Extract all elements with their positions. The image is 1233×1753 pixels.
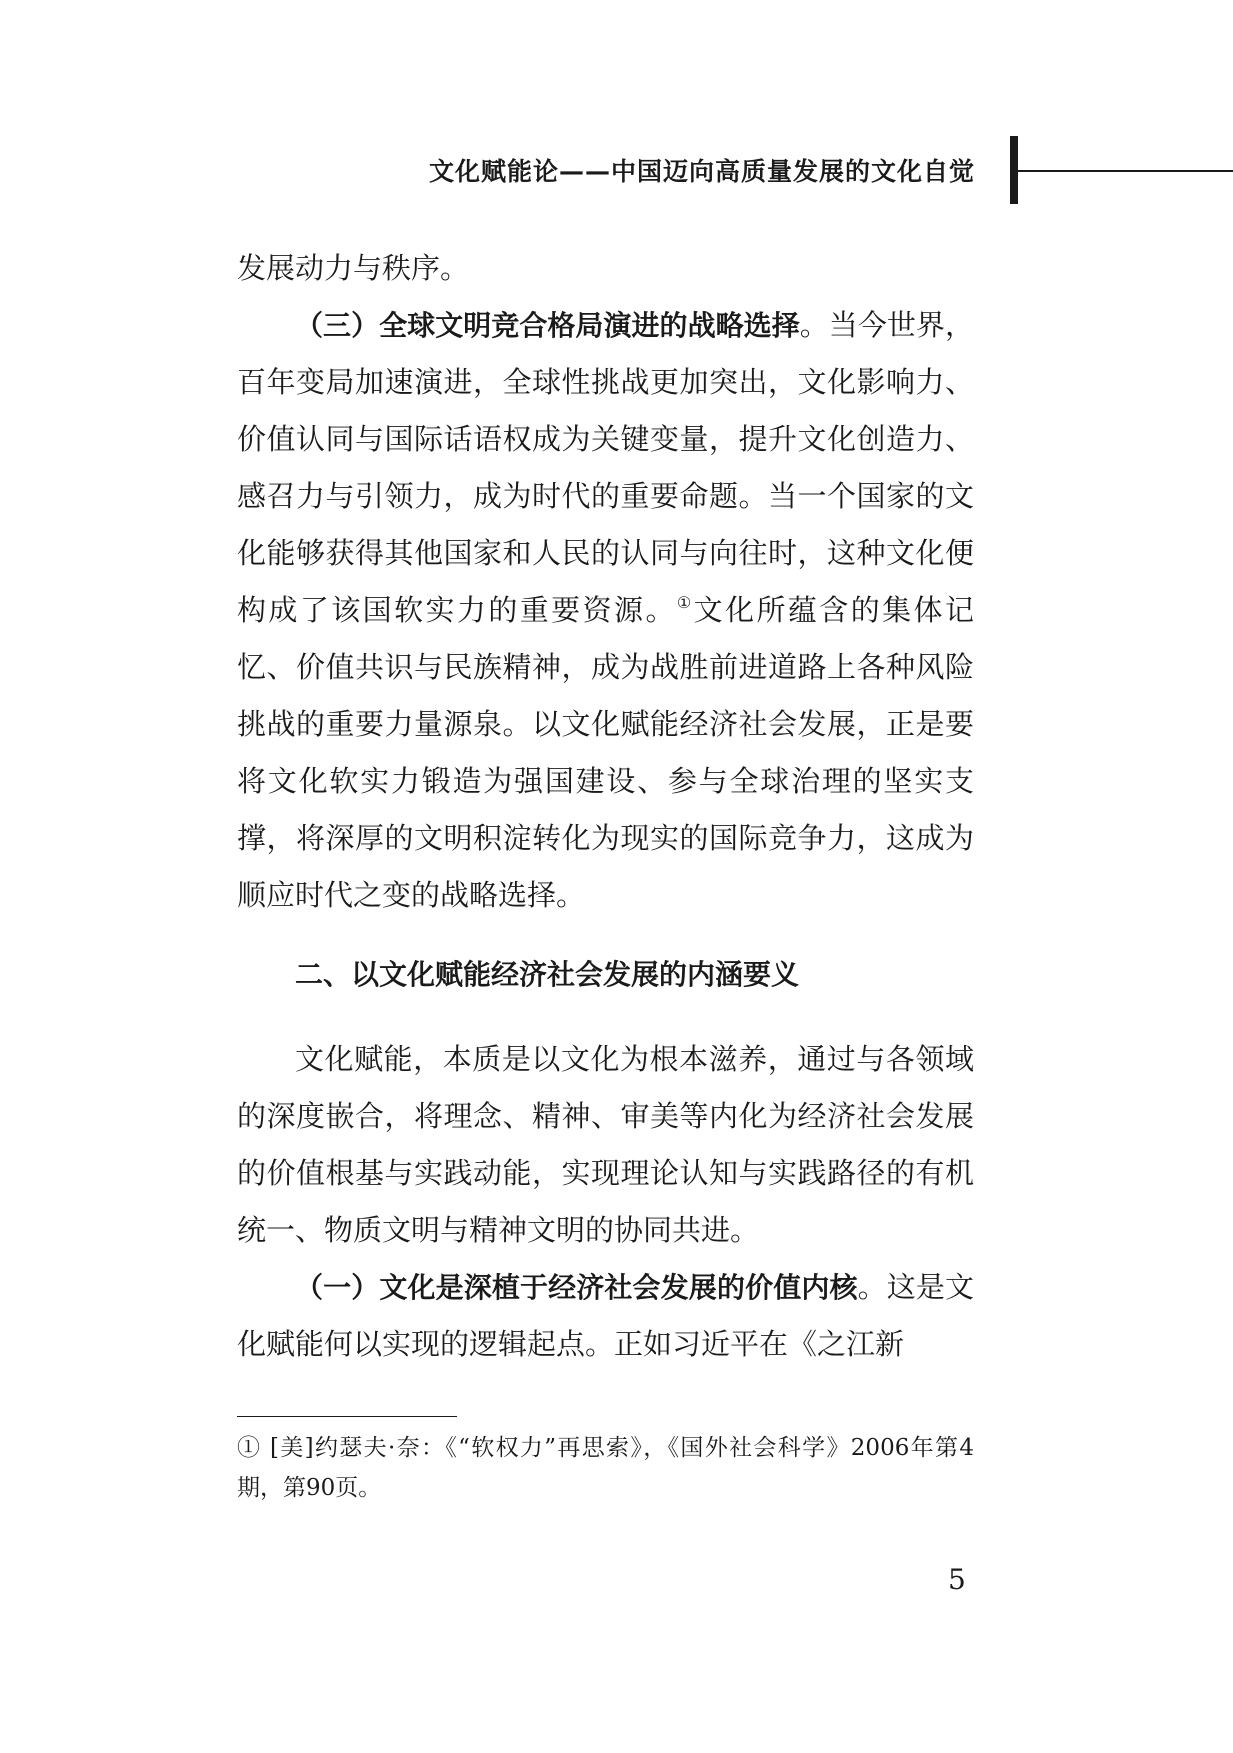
section-heading: 二、以文化赋能经济社会发展的内涵要义	[295, 958, 800, 991]
running-head	[0, 128, 1233, 208]
paragraph-text: 。当今世界，百年变局加速演进，全球性挑战更加突出，文化影响力、价值认同与国际话语权成为关键变量，提升文化创造力、感召力与引领力，成为时代的重要命题。当一个国家的文化能够获得其他国家和人民的认同与向往时，这种文化便构成了该国软实力的重要资源。	[237, 308, 974, 627]
page-number: 5	[948, 1563, 966, 1596]
header-vertical-bar	[1010, 136, 1018, 204]
paragraph-text: 文化所蕴含的集体记忆、价值共识与民族精神，成为战胜前进道路上各种风险挑战的重要力量源泉。以文化赋能经济社会发展，正是要将文化软实力锻造为强国建设、参与全球治理的坚实支撑，将深厚的文明积淀转化为现实的国际竞争力，这成为顺应时代之变的战略选择。	[237, 593, 974, 912]
running-head-title: 文化赋能论——中国迈向高质量发展的文化自觉	[428, 157, 975, 186]
subsection-heading-1: （一）文化是深植于经济社会发展的价值内核	[295, 1271, 858, 1304]
footnote: ① [美]约瑟夫·奈：《“软权力”再思索》，《国外社会科学》2006年第4期，第90页。	[237, 1435, 974, 1501]
paragraph-text: 。这是文化赋能何以实现的逻辑起点。正如习近平在《之江新	[237, 1270, 974, 1361]
paragraph-definition: 文化赋能，本质是以文化为根本滋养，通过与各领域的深度嵌合，将理念、精神、审美等内化为经济社会发展的价值根基与实践动能，实现理论认知与实践路径的有机统一、物质文明与精神文明的协同共进。	[237, 1042, 974, 1247]
footnote-rule	[237, 1416, 457, 1417]
paragraph-value-core	[237, 1259, 974, 1373]
paragraph-strategic-choice	[237, 297, 974, 924]
paragraph-continued: 发展动力与秩序。	[237, 251, 470, 285]
footnote-reference[interactable]: ①	[676, 593, 694, 612]
subsection-heading-3: （三）全球文明竞合格局演进的战略选择	[295, 309, 800, 342]
header-rule	[1018, 170, 1233, 172]
main-text	[237, 240, 974, 1373]
